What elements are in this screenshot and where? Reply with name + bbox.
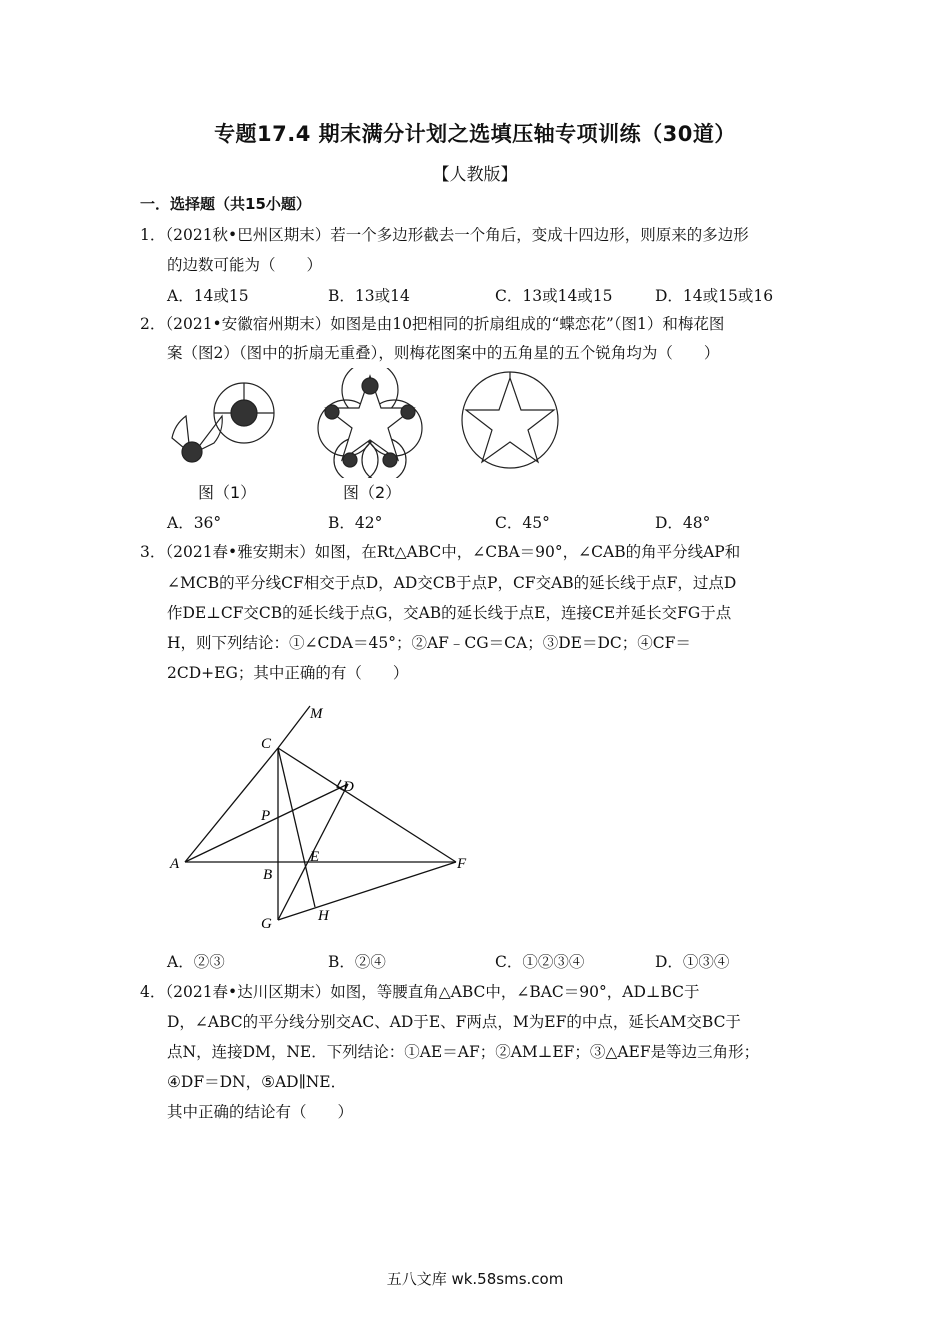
q3-option-d: D．①③④ [655,953,730,971]
label-d: D [343,779,354,795]
q2-fig2-caption: 图（2） [343,483,402,502]
page-title: 专题17.4 期末满分计划之选填压轴专项训练（30道） [214,122,736,146]
q3-option-c: C．①②③④ [495,953,585,971]
q3-line4: H，则下列结论：①∠CDA＝45°；②AF﹣CG＝CA；③DE＝DC；④CF＝ [167,634,691,652]
q2-fan-figure [160,368,600,478]
q3-option-b: B．②④ [328,953,386,971]
edition-label: 【人教版】 [432,165,518,185]
q3-line2: ∠MCB的平分线CF相交于点D，AD交CB于点P，CF交AB的延长线于点F，过点D [167,574,737,592]
footer-watermark: 五八文库 wk.58sms.com [386,1270,564,1288]
q3-option-a: A．②③ [167,953,225,971]
q3-line5: 2CD+EG；其中正确的有（ ） [167,664,409,682]
q1-line1: 1．（2021秋•巴州区期末）若一个多边形截去一个角后，变成十四边形，则原来的多边形 [140,226,749,244]
q1-option-d: D．14或15或16 [655,287,774,305]
q2-line2: 案（图2）（图中的折扇无重叠），则梅花图案中的五角星的五个锐角均为（ ） [167,344,720,362]
q2-fig1-caption: 图（1） [198,483,257,502]
q4-line5: 其中正确的结论有（ ） [167,1103,354,1121]
q1-option-c: C．13或14或15 [495,287,613,305]
label-c: C [261,736,272,752]
label-a: A [170,856,180,872]
label-b: B [263,867,273,883]
q3-line1: 3．（2021春•雅安期末）如图，在Rt△ABC中，∠CBA＝90°，∠CAB的角平分线AP和 [140,543,741,561]
q3-line3: 作DE⊥CF交CB的延长线于点G，交AB的延长线于点E，连接CE并延长交FG于点 [167,604,732,622]
label-h: H [318,908,329,924]
label-m: M [310,706,323,722]
q2-option-d: D．48° [655,514,711,532]
q2-option-a: A．36° [167,514,222,532]
label-p: P [261,808,271,824]
q4-line2: D，∠ABC的平分线分别交AC、AD于E、F两点，M为EF的中点，延长AM交BC于 [167,1013,741,1031]
q2-option-b: B．42° [328,514,383,532]
label-e: E [310,849,320,865]
q4-line3: 点N，连接DM，NE．下列结论：①AE＝AF；②AM⊥EF；③△AEF是等边三角形； [167,1043,760,1061]
q1-option-b: B．13或14 [328,287,410,305]
label-g: G [261,916,272,932]
q3-geometry-figure [160,698,490,938]
q4-line1: 4．（2021春•达川区期末）如图，等腰直角△ABC中，∠BAC＝90°，AD⊥BC于 [140,983,700,1001]
section-heading: 一．选择题（共15小题） [140,195,311,213]
q1-option-a: A．14或15 [167,287,249,305]
label-f: F [457,856,467,872]
q2-option-c: C．45° [495,514,550,532]
q4-line4: ④DF＝DN，⑤AD∥NE． [167,1073,347,1091]
q1-line2: 的边数可能为（ ） [167,256,323,274]
q2-line1: 2．（2021•安徽宿州期末）如图是由10把相同的折扇组成的“蝶恋花”（图1）和梅花图 [140,315,725,333]
